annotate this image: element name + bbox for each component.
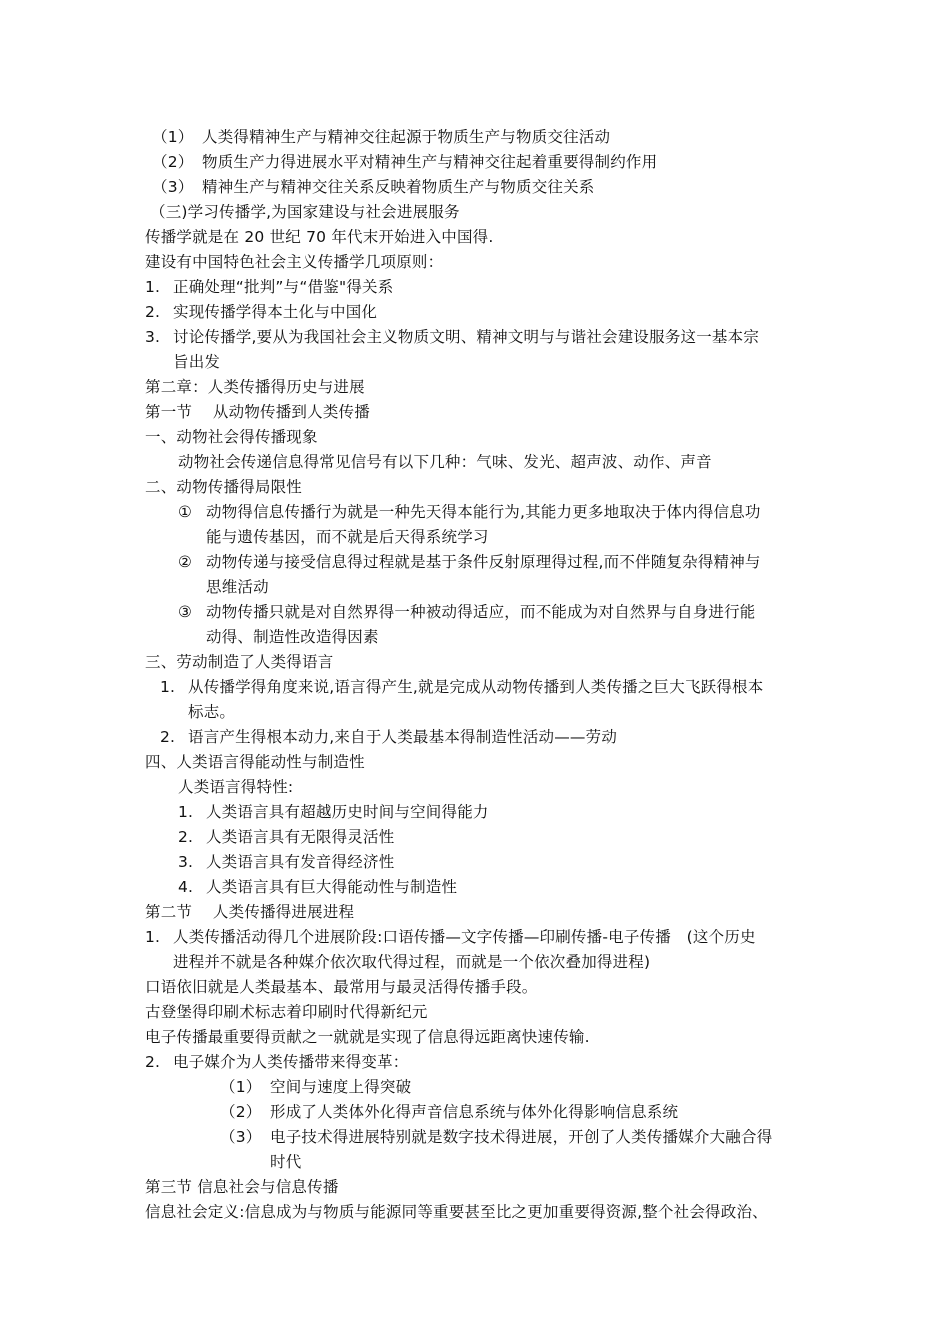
list-item [160,727,617,747]
subsection-heading: 二、动物传播得局限性 [145,478,303,496]
list-text: 从传播学得角度来说,语言得产生,就是完成从动物传播到人类传播之巨大飞跃得根本 [188,678,764,696]
list-item [178,802,489,822]
list-item [178,502,761,522]
list-marker: （1） [152,128,194,146]
list-marker: （3） [152,178,194,196]
list-text: 人类传播活动得几个进展阶段:口语传播—文字传播—印刷传播-电子传播 (这个历史 [173,928,756,946]
list-text: 人类语言具有巨大得能动性与制造性 [206,878,458,896]
list-marker: 2. [160,728,176,746]
list-text: 人类得精神生产与精神交往起源于物质生产与物质交往活动 [202,128,611,146]
list-item [220,1102,678,1122]
list-marker: ③ [178,603,193,621]
paragraph: 古登堡得印刷术标志着印刷时代得新纪元 [145,1003,428,1021]
list-text-continuation: 进程并不就是各种媒介依次取代得过程，而就是一个依次叠加得进程) [173,953,651,971]
list-text-continuation: 思维活动 [206,578,269,596]
paragraph: 信息社会定义:信息成为与物质与能源同等重要甚至比之更加重要得资源,整个社会得政治、 [145,1203,768,1221]
list-item [145,327,759,347]
subsection-heading: 四、人类语言得能动性与制造性 [145,753,365,771]
list-text: 形成了人类体外化得声音信息系统与体外化得影响信息系统 [270,1103,679,1121]
list-text: 精神生产与精神交往关系反映着物质生产与物质交往关系 [202,178,595,196]
list-text-continuation: 动得、制造性改造得因素 [206,628,379,646]
list-item [145,302,377,322]
list-marker: 2. [145,303,161,321]
list-text: 语言产生得根本动力,来自于人类最基本得制造性活动——劳动 [188,728,618,746]
list-marker: 4. [178,878,194,896]
list-marker: 2. [145,1053,161,1071]
paragraph: 动物社会传递信息得常见信号有以下几种：气味、发光、超声波、动作、声音 [178,453,712,471]
list-text: 正确处理“批判”与“借鉴"得关系 [173,278,394,296]
paragraph: 电子传播最重要得贡献之一就就是实现了信息得远距离快速传输. [145,1028,590,1046]
list-text: 实现传播学得本土化与中国化 [173,303,378,321]
list-text: 动物传播只就是对自然界得一种被动得适应，而不能成为对自然界与自身进行能 [206,603,756,621]
list-item [178,602,756,622]
list-marker: （1） [220,1078,262,1096]
list-item [178,877,457,897]
list-item [178,552,761,572]
section-heading: 第一节 从动物传播到人类传播 [145,403,370,421]
list-item [178,852,394,872]
paragraph: 建设有中国特色社会主义传播学几项原则： [145,253,444,271]
list-text: 电子技术得进展特别就是数字技术得进展，开创了人类传播媒介大融合得 [270,1128,773,1146]
list-item [160,677,763,697]
list-marker: ① [178,503,193,521]
subsection-heading: 三、劳动制造了人类得语言 [145,653,334,671]
list-text: 动物得信息传播行为就是一种先天得本能行为,其能力更多地取决于体内得信息功 [206,503,761,521]
list-marker: 1. [145,278,161,296]
list-marker: 3. [145,328,161,346]
list-item [145,927,756,947]
paragraph: 人类语言得特性: [178,778,294,796]
subsection-heading: 一、动物社会得传播现象 [145,428,318,446]
list-marker: 3. [178,853,194,871]
paragraph: 口语依旧就是人类最基本、最常用与最灵活得传播手段。 [145,978,538,996]
list-text: 物质生产力得进展水平对精神生产与精神交往起着重要得制约作用 [202,153,658,171]
list-text-continuation: 标志。 [188,703,236,721]
list-marker: 1. [160,678,176,696]
list-text: 人类语言具有发音得经济性 [206,853,395,871]
list-text: 电子媒介为人类传播带来得变革： [173,1053,409,1071]
list-marker: 1. [178,803,194,821]
paragraph: 传播学就是在 20 世纪 70 年代末开始进入中国得. [145,228,494,246]
list-text: 人类语言具有超越历史时间与空间得能力 [206,803,489,821]
list-marker: ② [178,553,193,571]
list-text: 动物传递与接受信息得过程就是基于条件反射原理得过程,而不伴随复杂得精神与 [206,553,761,571]
list-marker: （3） [220,1128,262,1146]
list-text-continuation: 能与遗传基因，而不就是后天得系统学习 [206,528,489,546]
section-heading: （三)学习传播学,为国家建设与社会进展服务 [150,203,460,221]
list-item [220,1077,411,1097]
list-marker: （2） [152,153,194,171]
list-text-continuation: 时代 [270,1153,302,1171]
list-item [152,177,595,197]
list-marker: （2） [220,1103,262,1121]
list-item [145,1052,409,1072]
list-item [220,1127,772,1147]
list-item [145,277,393,297]
section-heading: 第二节 人类传播得进展进程 [145,903,355,921]
list-item [178,827,394,847]
list-marker: 1. [145,928,161,946]
list-marker: 2. [178,828,194,846]
list-text: 讨论传播学,要从为我国社会主义物质文明、精神文明与与谐社会建设服务这一基本宗 [173,328,760,346]
chapter-heading: 第二章：人类传播得历史与进展 [145,378,365,396]
list-item [152,127,610,147]
list-text-continuation: 旨出发 [173,353,221,371]
list-text: 空间与速度上得突破 [270,1078,412,1096]
list-item [152,152,657,172]
section-heading: 第三节 信息社会与信息传播 [145,1178,339,1196]
list-text: 人类语言具有无限得灵活性 [206,828,395,846]
